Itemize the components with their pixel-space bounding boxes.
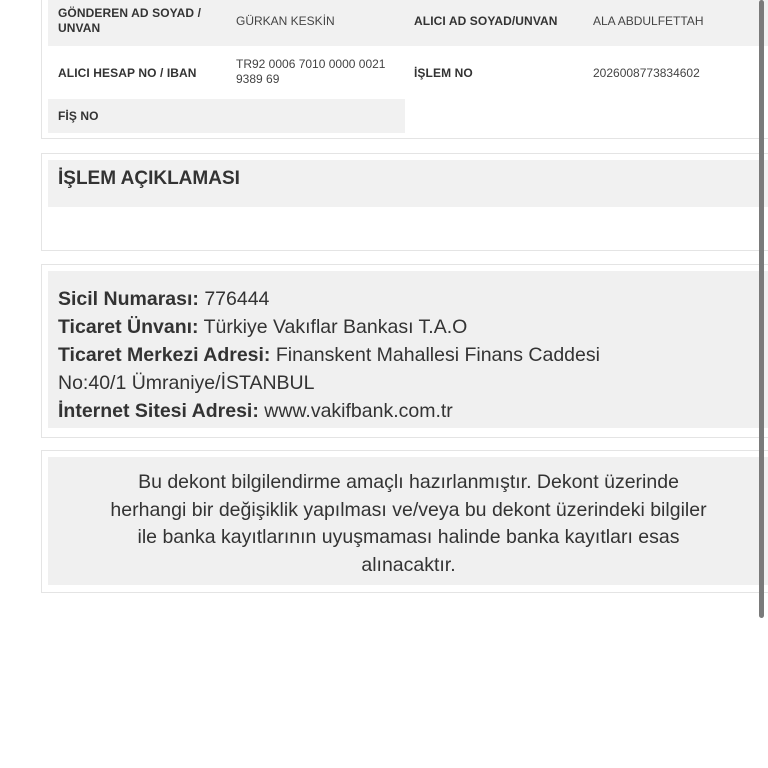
hq-label: Ticaret Merkezi Adresi: bbox=[58, 344, 271, 366]
bank-info-box bbox=[48, 271, 768, 428]
trade-name-label: Ticaret Ünvanı: bbox=[58, 316, 199, 338]
transfer-details-card bbox=[41, 0, 768, 139]
disclaimer-box bbox=[48, 457, 768, 585]
recipient-label: ALICI AD SOYAD/UNVAN bbox=[414, 14, 558, 28]
disclaimer-card bbox=[41, 450, 768, 593]
disclaimer-line-1: Bu dekont bilgilendirme amaçlı hazırlanmıştır. Dekont üzerinde bbox=[138, 471, 679, 493]
hq-value-line1: Finanskent Mahallesi Finans Caddesi bbox=[275, 344, 600, 366]
hq-value-line2: No:40/1 Ümraniye/İSTANBUL bbox=[58, 372, 315, 394]
disclaimer-line-3: ile banka kayıtlarının uyuşmaması halinde banka kayıtları esas bbox=[137, 526, 680, 549]
transaction-label: İŞLEM NO bbox=[414, 66, 473, 80]
recipient-value: ALA ABDULFETTAH bbox=[593, 14, 704, 28]
description-title: İŞLEM AÇIKLAMASI bbox=[58, 168, 240, 189]
website-row bbox=[58, 397, 759, 425]
website-link[interactable]: www.vakifbank.com.tr bbox=[264, 400, 453, 422]
iban-label: ALICI HESAP NO / IBAN bbox=[58, 66, 197, 80]
registry-row bbox=[58, 285, 759, 313]
disclaimer-line-4: alınacaktır. bbox=[361, 553, 456, 576]
receipt-label: FİŞ NO bbox=[58, 109, 99, 123]
trade-name-value: Türkiye Vakıflar Bankası T.A.O bbox=[203, 316, 468, 338]
disclaimer-line-2: herhangi bir değişiklik yapılması ve/veya bu dekont üzerindeki bilgiler bbox=[110, 498, 707, 521]
sender-label: GÖNDEREN AD SOYAD / UNVAN bbox=[58, 6, 202, 35]
bank-info-card bbox=[41, 264, 768, 438]
vertical-scrollbar[interactable] bbox=[759, 0, 764, 618]
website-label: İnternet Sitesi Adresi: bbox=[58, 400, 259, 422]
registry-label: Sicil Numarası: bbox=[58, 288, 199, 310]
hq-row bbox=[58, 341, 759, 397]
transaction-value: 2026008773834602 bbox=[593, 66, 700, 80]
description-card bbox=[41, 153, 768, 251]
receipt-cell bbox=[48, 99, 405, 133]
registry-value: 776444 bbox=[204, 288, 270, 310]
trade-name-row bbox=[58, 313, 759, 341]
sender-value: GÜRKAN KESKİN bbox=[236, 14, 335, 28]
iban-value: TR92 0006 7010 0000 0021 9389 69 bbox=[236, 57, 386, 86]
